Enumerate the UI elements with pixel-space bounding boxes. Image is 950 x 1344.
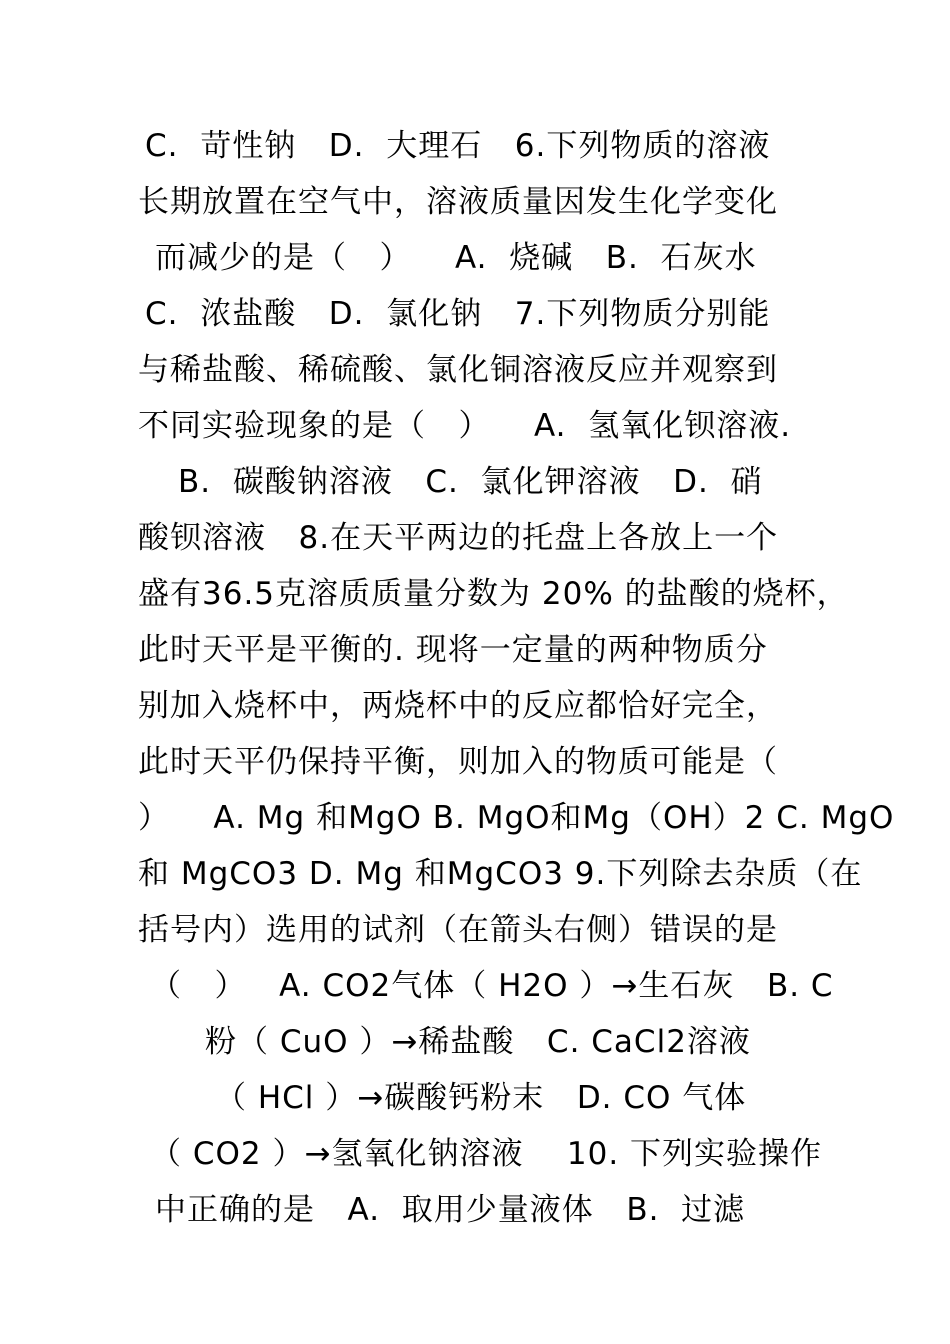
text-line: 长期放置在空气中，溶液质量因发生化学变化	[138, 184, 778, 220]
text-line: 不同实验现象的是（ ） A. 氢氧化钡溶液.	[138, 408, 792, 444]
text-line: （ ） A. CO2气体（ H2O ）→生石灰 B. C	[150, 968, 834, 1004]
text-line: 此时天平仍保持平衡，则加入的物质可能是（	[138, 744, 778, 780]
text-line: C. 苛性钠 D. 大理石 6.下列物质的溶液	[145, 128, 771, 164]
text-line: 此时天平是平衡的. 现将一定量的两种物质分	[138, 632, 768, 668]
text-line: ） A. Mg 和MgO B. MgO和Mg（OH）2 C. MgO	[138, 800, 895, 836]
text-line: 盛有36.5克溶质质量分数为 20% 的盐酸的烧杯，	[138, 576, 849, 612]
text-line: B. 碳酸钠溶液 C. 氯化钾溶液 D. 硝	[178, 464, 763, 500]
text-line: 粉（ CuO ）→稀盐酸 C. CaCl2溶液	[205, 1024, 751, 1060]
text-line: 和 MgCO3 D. Mg 和MgCO3 9.下列除去杂质（在	[138, 856, 863, 892]
text-line: 与稀盐酸、稀硫酸、氯化铜溶液反应并观察到	[138, 352, 778, 388]
text-line: C. 浓盐酸 D. 氯化钠 7.下列物质分别能	[145, 296, 771, 332]
text-line: 而减少的是（ ） A. 烧碱 B. 石灰水	[155, 240, 757, 276]
text-line: 中正确的是 A. 取用少量液体 B. 过滤	[155, 1192, 746, 1228]
text-line: 酸钡溶液 8.在天平两边的托盘上各放上一个	[138, 520, 779, 556]
text-line: （ CO2 ）→氢氧化钠溶液 10. 下列实验操作	[150, 1136, 823, 1172]
text-line: （ HCl ）→碳酸钙粉末 D. CO 气体	[215, 1080, 747, 1116]
text-line: 别加入烧杯中，两烧杯中的反应都恰好完全，	[138, 688, 778, 724]
text-line: 括号内）选用的试剂（在箭头右侧）错误的是	[138, 912, 778, 948]
